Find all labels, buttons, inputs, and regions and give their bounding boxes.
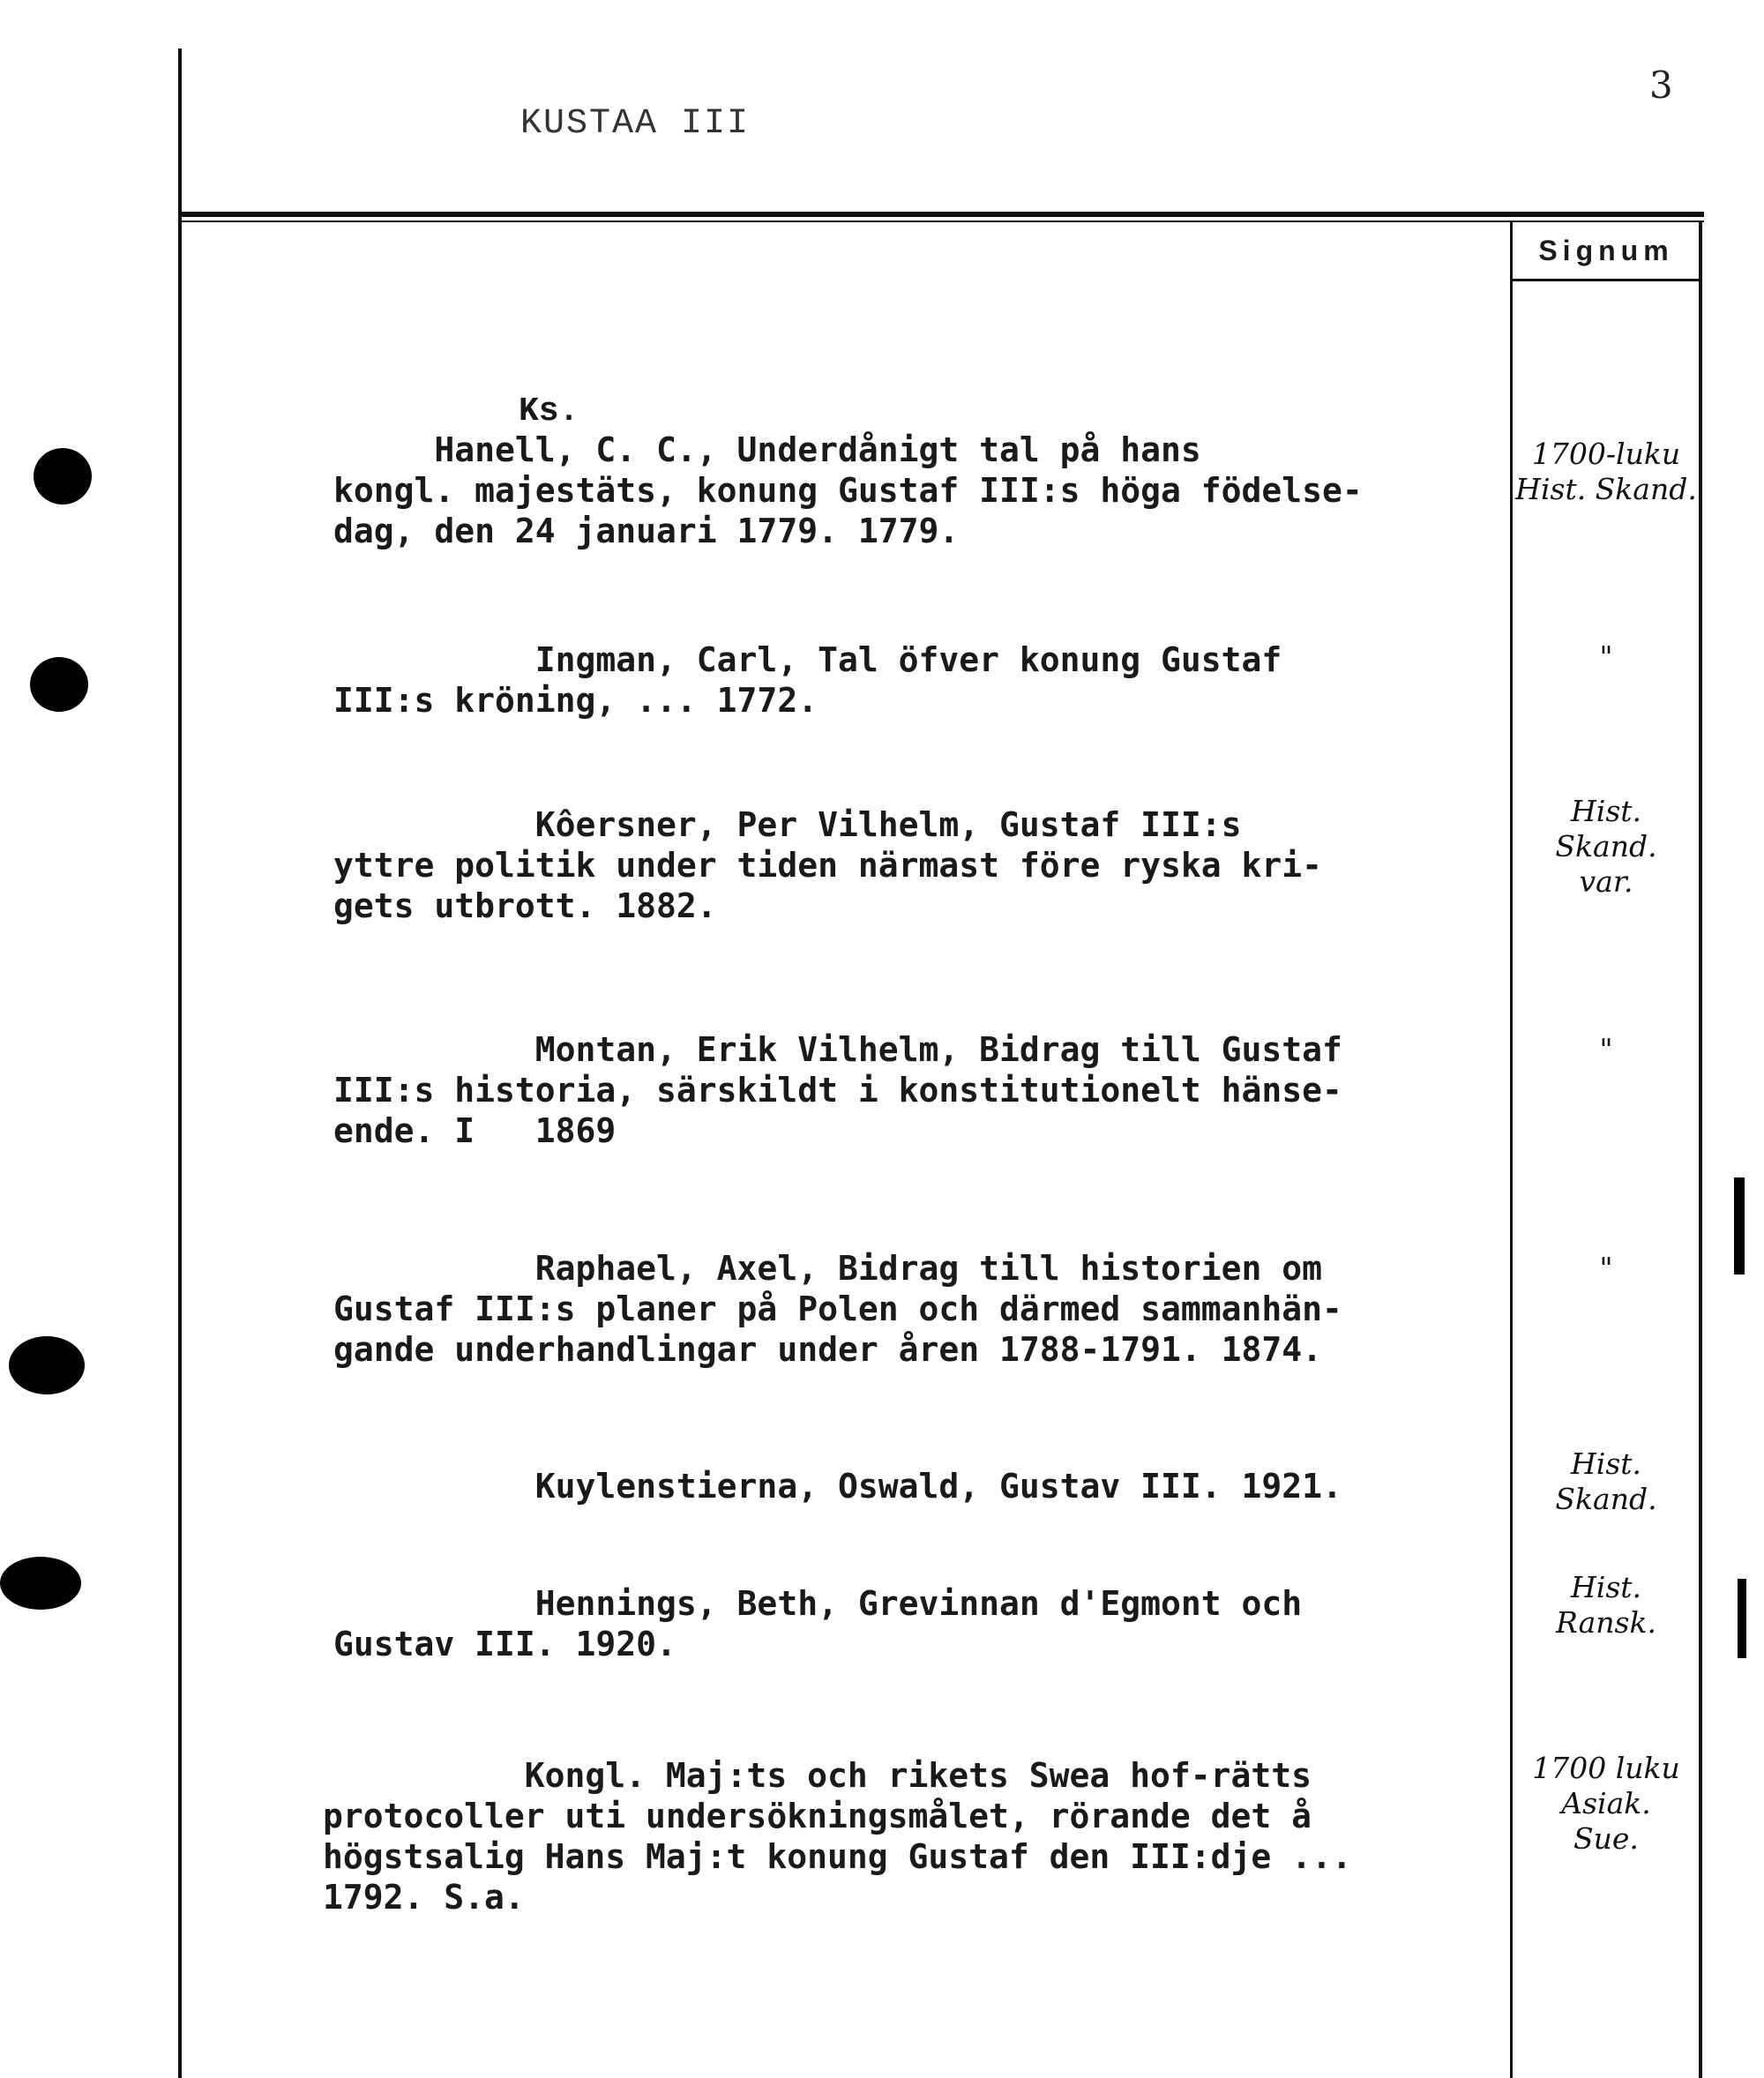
signum-annotation: " [1599, 1032, 1613, 1066]
signum-annotation: Hist. Skand. [1555, 1446, 1657, 1516]
signum-annotation: Hist. Skand. var. [1555, 794, 1657, 899]
header-rule [178, 212, 1704, 217]
section-code: Ks. [519, 392, 579, 430]
punch-hole [30, 657, 88, 712]
signum-column-left-rule [1510, 221, 1513, 2078]
signum-column-right-rule [1699, 221, 1702, 2078]
signum-annotation: 1700 luku Asiak. Sue. [1532, 1751, 1680, 1856]
bibliographic-entry: Montan, Erik Vilhelm, Bidrag till Gustaf III:s historia, särskildt i konstitutionelt hänse- ende. I 1869 [333, 1030, 1342, 1150]
signum-annotation: 1700-luku Hist. Skand. [1515, 437, 1697, 506]
edge-mark [1734, 1177, 1745, 1274]
punch-hole [34, 448, 92, 505]
bibliographic-entry: Hennings, Beth, Grevinnan d'Egmont och Gustav III. 1920. [333, 1584, 1303, 1663]
bibliographic-entry: Kôersner, Per Vilhelm, Gustaf III:s yttre politik under tiden närmast före ryska kri- gets utbrott. 1882. [333, 805, 1323, 925]
bibliographic-entry: Kongl. Maj:ts och rikets Swea hof-rätts protocoller uti undersökningsmålet, rörande det å högstsalig Hans Maj:t konung Gustaf den III:dje ... 1792. S.a. [323, 1756, 1352, 1917]
signum-annotation: " [1599, 1251, 1613, 1285]
page-title: KUSTAA III [520, 104, 751, 144]
header-rule-thin [178, 221, 1704, 222]
punch-hole [0, 1557, 81, 1610]
edge-mark [1738, 1579, 1746, 1658]
page-number: 3 [1649, 64, 1673, 107]
bibliographic-entry: Ingman, Carl, Tal öfver konung Gustaf III:s kröning, ... 1772. [333, 640, 1282, 720]
signum-annotation: " [1599, 639, 1613, 674]
punch-hole [9, 1336, 85, 1394]
signum-header-rule [1510, 279, 1702, 281]
left-margin-rule [178, 49, 182, 2078]
bibliographic-entry: Raphael, Axel, Bidrag till historien om Gustaf III:s planer på Polen och därmed sammanhän- gande underhandlingar under åren 1788-1791. 1874. [333, 1249, 1342, 1369]
signum-annotation: Hist. Ransk. [1556, 1570, 1656, 1640]
signum-column-label: Signum [1538, 235, 1674, 266]
bibliographic-entry: Hanell, C. C., Underdånigt tal på hans kongl. majestäts, konung Gustaf III:s höga födelse- dag, den 24 januari 1779. 1779. [333, 430, 1363, 550]
bibliographic-entry: Kuylenstierna, Oswald, Gustav III. 1921. [333, 1467, 1342, 1506]
